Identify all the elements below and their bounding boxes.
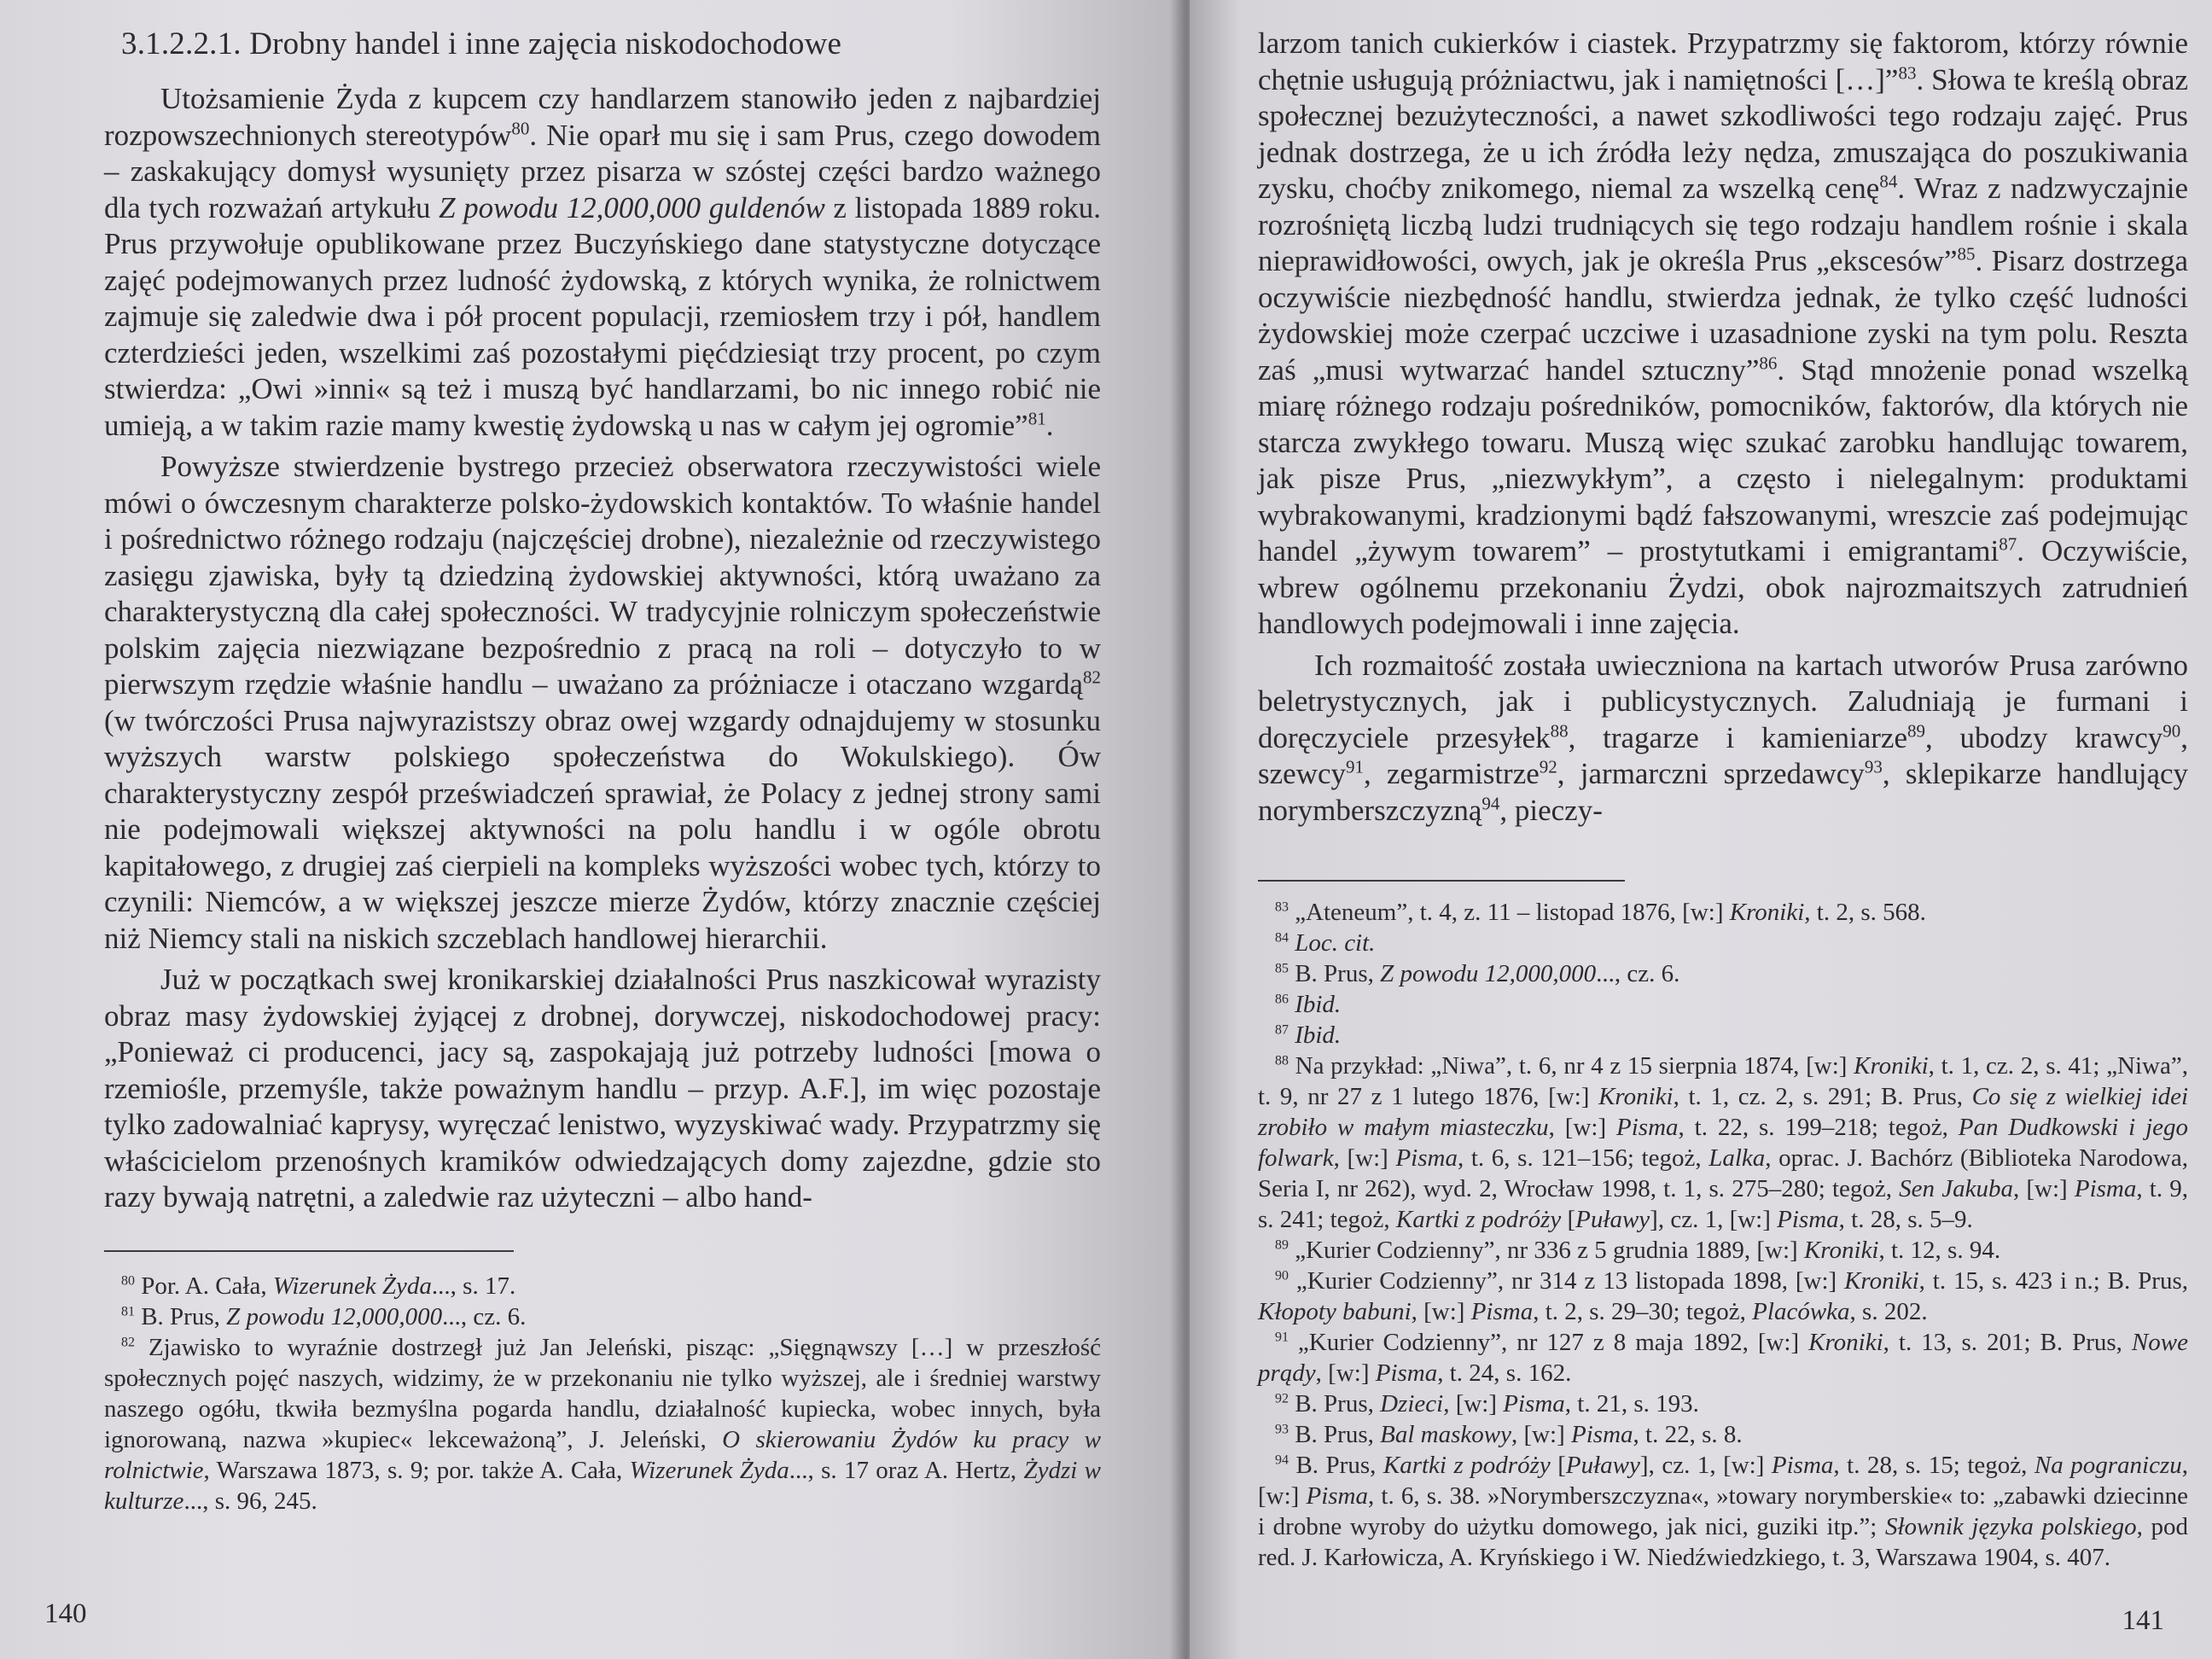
main-text — [104, 81, 1101, 1216]
italic-text: Pisma — [1777, 1206, 1839, 1233]
italic-text: Ibid. — [1295, 1022, 1342, 1049]
footnote — [1258, 989, 2188, 1020]
italic-text: Słownik języka polskiego — [1884, 1513, 2137, 1540]
italic-text: Z powodu 12,000,000 — [226, 1302, 443, 1330]
footnote: $^{92}$ B. Prus, Dzieci, [w:] Pisma, t. 21, s. 193. — [1275, 1390, 1699, 1417]
paragraph: larzom tanich cukierków i ciastek. Przypatrzmy się faktorom, którzy równie chętnie usługują próżniactwu, jak i namiętności […]”$^{83}$. Słowa te kreślą obraz społecznej bezużyteczności, a nawet szkodliwości tego rodzaju zajęć. Prus jednak dostrzega, że u ich źródła leży nędza, zmuszająca do poszukiwania zysku, choćby znikomego, niemal za wszelką cenę$^{84}$. Wraz z nadzwyczajnie rozrośniętą liczbą ludzi trudniących się tego rodzaju handlem rośnie i skala nieprawidłowości, owych, jak je określa Prus „ekscesów”$^{85}$. Pisarz dostrzega oczywiście niezbędność handlu, stwierdza jednak, że tylko część ludności żydowskiej może czerpać uczciwe i uzasadnione zyski na tym polu. Reszta zaś „musi wytwarzać handel sztuczny”$^{86}$. Stąd mnożenie ponad wszelką miarę różnego rodzaju pośredników, pomocników, faktorów, dla których nie starcza zwykłego towaru. Muszą więc szukać zarobku handlując towarem, jak pisze Prus, „niezwykłym”, a często i nielegalnym: produktami wybrakowanymi, kradzionymi bądź fałszowanymi, wreszcie zaś podejmując handel „żywym towarem” – prostytutkami i emigrantami$^{87}$. Oczywiście, wbrew ogólnemu przekonaniu Żydzi, obok najrozmaitszych zatrudnień handlowych podejmowali i inne zajęcia. — [1258, 26, 2188, 640]
footnote: $^{93}$ B. Prus, Bal maskowy, [w:] Pisma, t. 22, s. 8. — [1275, 1421, 1743, 1448]
italic-text: Co się z wielkiej idei zrobiło w małym miasteczku — [1258, 1083, 2189, 1141]
italic-text: Kroniki — [1729, 899, 1805, 926]
italic-text: Kroniki — [1844, 1267, 1919, 1295]
footnote-marker: 92 — [1275, 1391, 1289, 1406]
italic-text: Pisma — [1616, 1114, 1679, 1141]
italic-text: Pisma — [2074, 1175, 2137, 1202]
footnote-marker: 81 — [121, 1303, 135, 1318]
footnote: $^{80}$ Por. A. Cała, Wizerunek Żyda..., s. 17. — [121, 1272, 516, 1300]
italic-text: Z powodu 12,000,000 — [1380, 960, 1597, 987]
italic-text: Pisma — [1470, 1298, 1534, 1325]
footnote-marker: 84 — [1275, 930, 1289, 946]
italic-text: Z powodu 12,000,000 guldenów — [439, 190, 825, 224]
italic-text: Pisma — [1503, 1390, 1565, 1417]
italic-text: Kartki z podróży — [1395, 1206, 1562, 1233]
italic-text: Kartki z podróży — [1382, 1452, 1551, 1479]
italic-text: O skierowaniu Żydów ku pracy w rolnictwie — [104, 1425, 1101, 1484]
footnotes — [1258, 897, 2188, 1573]
italic-text: Kroniki — [1598, 1083, 1674, 1110]
footnote-marker: 91 — [1275, 1330, 1289, 1345]
footnote-marker: 84 — [1879, 171, 1898, 192]
footnote-divider — [1258, 880, 1625, 882]
italic-text: Puławy — [1565, 1452, 1640, 1479]
italic-text: Kłopoty babuni — [1258, 1298, 1412, 1325]
footnote-marker: 90 — [1275, 1268, 1289, 1284]
footnote-marker: 93 — [1275, 1422, 1289, 1437]
italic-text: Pisma — [1395, 1144, 1458, 1172]
italic-text: Kroniki — [1808, 1329, 1883, 1356]
footnote-marker: 83 — [1898, 61, 1917, 83]
right-page — [1190, 0, 2212, 1659]
main-text — [1258, 26, 2188, 829]
footnote-marker: 81 — [1027, 407, 1046, 428]
italic-text: Żydzi w kulturze — [104, 1456, 1101, 1515]
footnote: $^{94}$ B. Prus, Kartki z podróży [Puławy], cz. 1, [w:] Pisma, t. 28, s. 15; tegoż, Na pograniczu, [w:] Pisma, t. 6, s. 38. »Norymberszczyzna«, »towary norymberskie« to: „zabawki dziecinne i drobne wyroby do użytku domowego, jak nici, guziki itp.”; Słownik języka polskiego, pod red. J. Karłowicza, A. Kryńskiego i W. Niedźwiedzkiego, t. 3, Warszawa 1904, s. 407. — [1258, 1452, 2189, 1571]
footnote: $^{88}$ Na przykład: „Niwa”, t. 6, nr 4 z 15 sierpnia 1874, [w:] Kroniki, t. 1, cz. 2, s. 41; „Niwa”, t. 9, nr 27 z 1 lutego 1876, [w:] Kroniki, t. 1, cz. 2, s. 291; B. Prus, Co się z wielkiej idei zrobiło w małym miasteczku, [w:] Pisma, t. 22, s. 199–218; tegoż, Pan Dudkowski i jego folwark, [w:] Pisma, t. 6, s. 121–156; tegoż, Lalka, oprac. J. Bachórz (Biblioteka Narodowa, Seria I, nr 262), wyd. 2, Wrocław 1998, t. 1, s. 275–280; tegoż, Sen Jakuba, [w:] Pisma, t. 9, s. 241; tegoż, Kartki z podróży [Puławy], cz. 1, [w:] Pisma, t. 28, s. 5–9. — [1258, 1052, 2189, 1233]
italic-text: Sen Jakuba — [1899, 1175, 2013, 1202]
footnote-marker: 86 — [1275, 992, 1289, 1007]
footnote-marker: 89 — [1275, 1237, 1289, 1253]
footnote-marker: 87 — [1999, 533, 2017, 555]
italic-text: Kroniki — [1803, 1237, 1879, 1264]
paragraph: Utożsamienie Żyda z kupcem czy handlarzem stanowiło jeden z najbardziej rozpowszechnionych stereotypów$^{80}$. Nie oparł mu się i sam Prus, czego dowodem – zaskakujący domysł wysunięty przez pisarza w szóstej części bardzo ważnego dla tych rozważań artykułu Z powodu 12,000,000 guldenów z listopada 1889 roku. Prus przywołuje opublikowane przez Buczyńskiego dane statystyczne dotyczące zajęć podejmowanych przez ludność żydowską, z których wynika, że rolnictwem zajmuje się zaledwie dwa i pół procent populacji, rzemiosłem trzy i pół, handlem czterdzieści jeden, wszelkimi zaś pozostałymi pięćdziesiąt trzy procent, po czym stwierdza: „Owi »inni« są też i muszą być handlarzami, bo nic innego robić nie umieją, a w takim razie mamy kwestię żydowską u nas w całym jej ogromie”$^{81}$. — [104, 82, 1101, 442]
footnote — [1258, 928, 2188, 958]
footnote: $^{90}$ „Kurier Codzienny”, nr 314 z 13 listopada 1898, [w:] Kroniki, t. 15, s. 423 i n.; B. Prus, Kłopoty babuni, [w:] Pisma, t. 2, s. 29–30; tegoż, Placówka, s. 202. — [1258, 1267, 2188, 1325]
footnote-marker: 82 — [121, 1334, 135, 1349]
footnote-marker: 94 — [1481, 792, 1500, 813]
footnote-marker: 90 — [2163, 719, 2181, 741]
page-number: 141 — [2122, 1605, 2164, 1636]
footnotes — [104, 1271, 1101, 1516]
italic-text: Puławy — [1575, 1206, 1650, 1233]
footnote-marker: 94 — [1275, 1452, 1289, 1468]
footnote-marker: 89 — [1907, 719, 1925, 741]
footnote-marker: 88 — [1550, 719, 1569, 741]
paragraph: Powyższe stwierdzenie bystrego przecież obserwatora rzeczywistości wiele mówi o ówczesnym charakterze polsko-żydowskich kontaktów. To właśnie handel i pośrednictwo różnego rodzaju (najczęściej drobne), niezależnie od rzeczywistego zasięgu zjawiska, były tą dziedziną żydowskiej aktywności, którą uważano za charakterystyczną dla całej społeczności. W tradycyjnie rolniczym społeczeństwie polskim zajęcia niezwiązane bezpośrednio z pracą na roli – dotyczyło to w pierwszym rzędzie właśnie handlu – uważano za próżniacze i otaczano wzgardą$^{82}$ (w twórczości Prusa najwyrazistszy obraz owej wzgardy odnajdujemy w stosunku wyższych warstw polskiego społeczeństwa do Wokulskiego). Ów charakterystyczny zespół przeświadczeń sprawiał, że Polacy z jednej strony sami nie podejmowali większej aktywności na polu handlu i w ogóle obrotu kapitałowego, z drugiej zaś cierpieli na kompleks wyższości wobec tych, którzy to czynili: Niemców, a w większej jeszcze mierze Żydów, którzy znacznie częściej niż Niemcy stali na niskich szczeblach handlowej hierarchii. — [104, 450, 1101, 955]
page-number: 140 — [44, 1598, 87, 1629]
footnote-marker: 83 — [1275, 899, 1289, 915]
italic-text: Placówka — [1752, 1298, 1850, 1325]
italic-text: Pisma — [1306, 1482, 1368, 1510]
footnote-marker: 85 — [1957, 243, 1976, 265]
footnote: $^{81}$ B. Prus, Z powodu 12,000,000..., cz. 6. — [121, 1302, 527, 1330]
italic-text: Wizerunek Żyda — [272, 1272, 432, 1300]
footnote-marker: 85 — [1275, 961, 1289, 976]
italic-text: Bal maskowy — [1380, 1421, 1511, 1448]
footnote-marker: 92 — [1539, 756, 1557, 777]
italic-text: Nowe prądy — [1258, 1329, 2188, 1387]
italic-text: Dzieci — [1380, 1390, 1444, 1417]
italic-text: Pan Dudkowski i jego folwark — [1258, 1114, 2189, 1172]
footnote-marker: 87 — [1275, 1022, 1289, 1038]
footnote-marker: 80 — [511, 117, 530, 138]
footnote: $^{82}$ Zjawisko to wyraźnie dostrzegł już Jan Jeleński, pisząc: „Sięgnąwszy […] w przeszłość społecznych pojęć naszych, widzimy, że w przekonaniu nie tylko wyższej, ale i średniej warstwy naszego ogółu, tkwiła bezmyślna pogarda handlu, działalność kupiecka, wobec innych, była ignorowaną, nazwa »kupiec« lekceważoną”, J. Jeleński, O skierowaniu Żydów ku pracy w rolnictwie, Warszawa 1873, s. 9; por. także A. Cała, Wizerunek Żyda..., s. 17 oraz A. Hertz, Żydzi w kulturze..., s. 96, 245. — [104, 1333, 1101, 1515]
footnote: $^{83}$ „Ateneum”, t. 4, z. 11 – listopad 1876, [w:] Kroniki, t. 2, s. 568. — [1275, 899, 1926, 926]
italic-text: Loc. cit. — [1295, 929, 1376, 957]
footnote: $^{89}$ „Kurier Codzienny”, nr 336 z 5 grudnia 1889, [w:] Kroniki, t. 12, s. 94. — [1275, 1237, 2001, 1264]
italic-text: Pisma — [1771, 1452, 1834, 1479]
section-heading: 3.1.2.2.1. Drobny handel i inne zajęcia niskodochodowe — [121, 26, 842, 61]
italic-text: Pisma — [1571, 1421, 1633, 1448]
footnote-marker: 93 — [1864, 756, 1883, 777]
italic-text: Lalka — [1708, 1144, 1766, 1172]
footnote: $^{85}$ B. Prus, Z powodu 12,000,000..., cz. 6. — [1275, 960, 1680, 987]
italic-text: Ibid. — [1295, 991, 1342, 1018]
footnote-divider — [104, 1250, 514, 1252]
italic-text: Pisma — [1375, 1359, 1438, 1387]
italic-text: Wizerunek Żyda — [629, 1456, 789, 1484]
footnote-marker: 91 — [1346, 756, 1365, 777]
footnote — [1258, 1020, 2188, 1051]
paragraph: Ich rozmaitość została uwieczniona na kartach utworów Prusa zarówno beletrystycznych, jak i publicystycznych. Zaludniają je furmani i doręczyciele przesyłek$^{88}$, tragarze i kamieniarze$^{89}$, ubodzy krawcy$^{90}$, szewcy$^{91}$, zegarmistrze$^{92}$, jarmarczni sprzedawcy$^{93}$, sklepikarze handlujący norymberszczyzną$^{94}$, pieczy- — [1258, 648, 2189, 827]
paragraph: Już w początkach swej kronikarskiej działalności Prus naszkicował wyrazisty obraz masy żydowskiej żyjącej z drobnej, dorywczej, niskodochodowej pracy: „Ponieważ ci producenci, jacy są, zaspokajają już potrzeby ludności [mowa o rzemiośle, przemyśle, także poważnym handlu – przyp. A.F.], im więc pozostaje tylko zadowalniać kaprysy, wyręczać lenistwo, wyzyskiwać wady. Przypatrzmy się właścicielom przenośnych kramików odwiedzających domy zajezdne, gdzie sto razy bywają natrętni, a zaledwie raz użyteczni – albo hand- — [104, 963, 1101, 1214]
footnote-marker: 80 — [121, 1272, 135, 1288]
footnote-marker: 86 — [1759, 352, 1778, 373]
footnote-marker: 88 — [1275, 1053, 1289, 1068]
italic-text: Na pograniczu — [2034, 1452, 2182, 1479]
footnote-marker: 82 — [1083, 667, 1101, 688]
italic-text: Kroniki — [1854, 1052, 1929, 1080]
footnote: $^{91}$ „Kurier Codzienny”, nr 127 z 8 maja 1892, [w:] Kroniki, t. 13, s. 201; B. Prus, Nowe prądy, [w:] Pisma, t. 24, s. 162. — [1258, 1329, 2188, 1387]
